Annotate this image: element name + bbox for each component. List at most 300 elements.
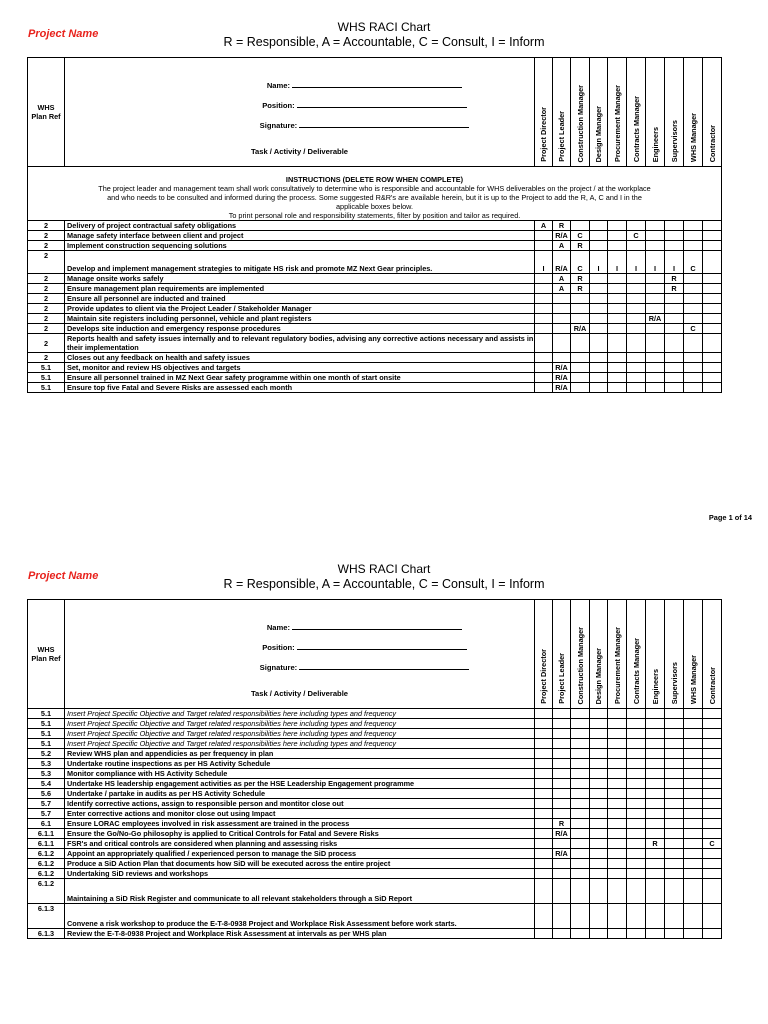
raci-code-cell[interactable]	[703, 294, 722, 304]
raci-code-cell[interactable]	[684, 304, 703, 314]
raci-code-cell[interactable]	[571, 829, 590, 839]
raci-code-cell[interactable]	[646, 809, 665, 819]
raci-code-cell[interactable]	[535, 324, 553, 334]
raci-code-cell[interactable]	[535, 353, 553, 363]
raci-code-cell[interactable]	[627, 849, 646, 859]
raci-code-cell[interactable]	[571, 789, 590, 799]
raci-code-cell[interactable]	[646, 709, 665, 719]
raci-code-cell[interactable]	[535, 809, 553, 819]
raci-code-cell[interactable]	[627, 284, 646, 294]
raci-code-cell[interactable]	[535, 829, 553, 839]
raci-code-cell[interactable]	[627, 334, 646, 353]
raci-code-cell[interactable]	[684, 859, 703, 869]
raci-code-cell[interactable]	[627, 221, 646, 231]
raci-code-cell[interactable]	[608, 819, 627, 829]
raci-code-cell[interactable]	[684, 729, 703, 739]
raci-code-cell[interactable]	[571, 799, 590, 809]
raci-code-cell[interactable]	[590, 709, 608, 719]
raci-code-cell[interactable]	[665, 383, 684, 393]
raci-code-cell[interactable]	[627, 829, 646, 839]
raci-code-cell[interactable]	[553, 879, 571, 904]
raci-code-cell[interactable]	[608, 809, 627, 819]
raci-code-cell[interactable]	[703, 251, 722, 274]
raci-code-cell[interactable]	[608, 739, 627, 749]
raci-code-cell[interactable]	[665, 709, 684, 719]
raci-code-cell[interactable]	[553, 324, 571, 334]
raci-code-cell[interactable]	[665, 373, 684, 383]
raci-code-cell[interactable]	[571, 904, 590, 929]
raci-code-cell[interactable]	[646, 334, 665, 353]
raci-code-cell[interactable]	[553, 809, 571, 819]
raci-code-cell[interactable]: R	[571, 274, 590, 284]
raci-code-cell[interactable]	[627, 324, 646, 334]
raci-code-cell[interactable]	[590, 383, 608, 393]
raci-code-cell[interactable]	[571, 839, 590, 849]
raci-code-cell[interactable]	[590, 819, 608, 829]
raci-code-cell[interactable]	[535, 929, 553, 939]
raci-code-cell[interactable]	[535, 759, 553, 769]
raci-code-cell[interactable]	[590, 904, 608, 929]
raci-code-cell[interactable]	[665, 324, 684, 334]
raci-code-cell[interactable]	[703, 929, 722, 939]
raci-code-cell[interactable]	[703, 324, 722, 334]
raci-code-cell[interactable]	[571, 869, 590, 879]
raci-code-cell[interactable]	[646, 304, 665, 314]
raci-code-cell[interactable]: C	[684, 324, 703, 334]
raci-code-cell[interactable]	[684, 904, 703, 929]
raci-code-cell[interactable]	[703, 859, 722, 869]
raci-code-cell[interactable]: R/A	[553, 363, 571, 373]
raci-code-cell[interactable]: I	[535, 251, 553, 274]
raci-code-cell[interactable]: I	[590, 251, 608, 274]
raci-code-cell[interactable]	[646, 859, 665, 869]
raci-code-cell[interactable]	[535, 373, 553, 383]
raci-code-cell[interactable]	[646, 904, 665, 929]
raci-code-cell[interactable]	[608, 363, 627, 373]
raci-code-cell[interactable]	[646, 719, 665, 729]
raci-code-cell[interactable]	[703, 904, 722, 929]
raci-code-cell[interactable]: I	[608, 251, 627, 274]
raci-code-cell[interactable]	[703, 779, 722, 789]
raci-code-cell[interactable]: R/A	[553, 829, 571, 839]
raci-code-cell[interactable]	[571, 314, 590, 324]
raci-code-cell[interactable]	[703, 241, 722, 251]
raci-code-cell[interactable]	[571, 859, 590, 869]
raci-code-cell[interactable]	[646, 231, 665, 241]
raci-code-cell[interactable]	[627, 789, 646, 799]
raci-code-cell[interactable]	[684, 849, 703, 859]
raci-code-cell[interactable]	[684, 221, 703, 231]
raci-code-cell[interactable]	[590, 241, 608, 251]
raci-code-cell[interactable]	[535, 241, 553, 251]
raci-code-cell[interactable]	[684, 779, 703, 789]
raci-code-cell[interactable]: R	[571, 241, 590, 251]
raci-code-cell[interactable]: I	[665, 251, 684, 274]
raci-code-cell[interactable]	[665, 879, 684, 904]
raci-code-cell[interactable]	[590, 739, 608, 749]
raci-code-cell[interactable]	[553, 869, 571, 879]
raci-code-cell[interactable]	[535, 799, 553, 809]
raci-code-cell[interactable]	[590, 304, 608, 314]
raci-code-cell[interactable]	[535, 304, 553, 314]
raci-code-cell[interactable]	[535, 769, 553, 779]
raci-code-cell[interactable]	[590, 789, 608, 799]
raci-code-cell[interactable]	[535, 839, 553, 849]
raci-code-cell[interactable]	[571, 373, 590, 383]
raci-code-cell[interactable]	[646, 373, 665, 383]
raci-code-cell[interactable]	[665, 314, 684, 324]
raci-code-cell[interactable]	[703, 749, 722, 759]
raci-code-cell[interactable]	[703, 869, 722, 879]
raci-code-cell[interactable]	[535, 314, 553, 324]
raci-code-cell[interactable]	[590, 294, 608, 304]
raci-code-cell[interactable]	[665, 231, 684, 241]
raci-code-cell[interactable]	[608, 729, 627, 739]
raci-code-cell[interactable]	[553, 334, 571, 353]
raci-code-cell[interactable]	[571, 929, 590, 939]
raci-code-cell[interactable]: R/A	[553, 373, 571, 383]
raci-code-cell[interactable]	[627, 839, 646, 849]
raci-code-cell[interactable]	[665, 929, 684, 939]
raci-code-cell[interactable]	[608, 849, 627, 859]
raci-code-cell[interactable]: A	[553, 274, 571, 284]
raci-code-cell[interactable]	[627, 749, 646, 759]
raci-code-cell[interactable]	[703, 334, 722, 353]
raci-code-cell[interactable]	[703, 719, 722, 729]
raci-code-cell[interactable]	[627, 779, 646, 789]
raci-code-cell[interactable]	[646, 383, 665, 393]
raci-code-cell[interactable]	[590, 221, 608, 231]
raci-code-cell[interactable]	[627, 869, 646, 879]
raci-code-cell[interactable]	[684, 709, 703, 719]
raci-code-cell[interactable]	[665, 304, 684, 314]
raci-code-cell[interactable]	[571, 719, 590, 729]
raci-code-cell[interactable]	[571, 304, 590, 314]
raci-code-cell[interactable]	[553, 719, 571, 729]
raci-code-cell[interactable]	[535, 383, 553, 393]
raci-code-cell[interactable]	[553, 314, 571, 324]
raci-code-cell[interactable]	[553, 759, 571, 769]
raci-code-cell[interactable]	[703, 304, 722, 314]
raci-code-cell[interactable]: R	[665, 284, 684, 294]
raci-code-cell[interactable]	[646, 829, 665, 839]
raci-code-cell[interactable]	[608, 709, 627, 719]
raci-code-cell[interactable]	[703, 849, 722, 859]
raci-code-cell[interactable]	[665, 839, 684, 849]
raci-code-cell[interactable]	[703, 284, 722, 294]
raci-code-cell[interactable]	[608, 294, 627, 304]
raci-code-cell[interactable]	[665, 859, 684, 869]
raci-code-cell[interactable]	[684, 749, 703, 759]
raci-code-cell[interactable]: R/A	[553, 231, 571, 241]
raci-code-cell[interactable]	[646, 241, 665, 251]
raci-code-cell[interactable]	[571, 819, 590, 829]
raci-code-cell[interactable]	[684, 829, 703, 839]
raci-code-cell[interactable]	[608, 324, 627, 334]
raci-code-cell[interactable]	[608, 241, 627, 251]
raci-code-cell[interactable]	[590, 839, 608, 849]
raci-code-cell[interactable]: R/A	[553, 251, 571, 274]
raci-code-cell[interactable]	[590, 859, 608, 869]
raci-code-cell[interactable]	[665, 904, 684, 929]
raci-code-cell[interactable]	[703, 879, 722, 904]
raci-code-cell[interactable]	[703, 769, 722, 779]
raci-code-cell[interactable]	[553, 749, 571, 759]
raci-code-cell[interactable]	[571, 849, 590, 859]
raci-code-cell[interactable]	[553, 799, 571, 809]
raci-code-cell[interactable]	[646, 779, 665, 789]
raci-code-cell[interactable]	[646, 869, 665, 879]
raci-code-cell[interactable]	[646, 729, 665, 739]
raci-code-cell[interactable]	[665, 819, 684, 829]
raci-code-cell[interactable]	[571, 221, 590, 231]
raci-code-cell[interactable]	[571, 353, 590, 363]
raci-code-cell[interactable]	[553, 904, 571, 929]
raci-code-cell[interactable]: C	[684, 251, 703, 274]
raci-code-cell[interactable]	[535, 739, 553, 749]
raci-code-cell[interactable]	[608, 769, 627, 779]
raci-code-cell[interactable]	[608, 829, 627, 839]
raci-code-cell[interactable]	[684, 789, 703, 799]
raci-code-cell[interactable]	[571, 769, 590, 779]
raci-code-cell[interactable]	[553, 729, 571, 739]
raci-code-cell[interactable]: A	[553, 284, 571, 294]
raci-code-cell[interactable]	[535, 859, 553, 869]
raci-code-cell[interactable]	[646, 849, 665, 859]
raci-code-cell[interactable]	[590, 749, 608, 759]
raci-code-cell[interactable]	[665, 739, 684, 749]
raci-code-cell[interactable]	[608, 373, 627, 383]
raci-code-cell[interactable]	[684, 363, 703, 373]
raci-code-cell[interactable]: I	[627, 251, 646, 274]
position-field[interactable]	[65, 638, 534, 658]
raci-code-cell[interactable]	[665, 829, 684, 839]
raci-code-cell[interactable]	[703, 314, 722, 324]
raci-code-cell[interactable]	[684, 383, 703, 393]
raci-code-cell[interactable]	[684, 869, 703, 879]
raci-code-cell[interactable]	[535, 869, 553, 879]
raci-code-cell[interactable]	[646, 294, 665, 304]
raci-code-cell[interactable]: R/A	[646, 314, 665, 324]
raci-code-cell[interactable]	[684, 719, 703, 729]
raci-code-cell[interactable]: C	[571, 251, 590, 274]
raci-code-cell[interactable]	[627, 769, 646, 779]
raci-code-cell[interactable]: R	[665, 274, 684, 284]
raci-code-cell[interactable]	[608, 314, 627, 324]
raci-code-cell[interactable]	[535, 779, 553, 789]
raci-code-cell[interactable]	[684, 334, 703, 353]
raci-code-cell[interactable]	[608, 799, 627, 809]
raci-code-cell[interactable]: C	[703, 839, 722, 849]
raci-code-cell[interactable]	[590, 879, 608, 904]
raci-code-cell[interactable]	[627, 241, 646, 251]
raci-code-cell[interactable]	[553, 353, 571, 363]
raci-code-cell[interactable]	[590, 334, 608, 353]
raci-code-cell[interactable]	[646, 799, 665, 809]
signature-field[interactable]	[65, 658, 534, 678]
raci-code-cell[interactable]	[665, 779, 684, 789]
raci-code-cell[interactable]: R/A	[553, 383, 571, 393]
raci-code-cell[interactable]	[535, 294, 553, 304]
raci-code-cell[interactable]	[535, 363, 553, 373]
raci-code-cell[interactable]	[571, 749, 590, 759]
raci-code-cell[interactable]	[627, 363, 646, 373]
raci-code-cell[interactable]: C	[571, 231, 590, 241]
raci-code-cell[interactable]	[684, 373, 703, 383]
raci-code-cell[interactable]	[590, 729, 608, 739]
raci-code-cell[interactable]	[684, 799, 703, 809]
raci-code-cell[interactable]	[684, 274, 703, 284]
raci-code-cell[interactable]	[608, 779, 627, 789]
raci-code-cell[interactable]	[665, 789, 684, 799]
raci-code-cell[interactable]	[627, 729, 646, 739]
raci-code-cell[interactable]	[627, 859, 646, 869]
raci-code-cell[interactable]	[684, 284, 703, 294]
raci-code-cell[interactable]	[665, 869, 684, 879]
raci-code-cell[interactable]	[703, 221, 722, 231]
raci-code-cell[interactable]	[608, 879, 627, 904]
raci-code-cell[interactable]	[703, 789, 722, 799]
raci-code-cell[interactable]	[571, 729, 590, 739]
raci-code-cell[interactable]	[608, 284, 627, 294]
raci-code-cell[interactable]	[535, 719, 553, 729]
raci-code-cell[interactable]	[553, 769, 571, 779]
raci-code-cell[interactable]	[703, 363, 722, 373]
raci-code-cell[interactable]	[535, 879, 553, 904]
raci-code-cell[interactable]	[553, 709, 571, 719]
raci-code-cell[interactable]	[684, 759, 703, 769]
raci-code-cell[interactable]	[684, 879, 703, 904]
raci-code-cell[interactable]	[571, 294, 590, 304]
raci-code-cell[interactable]	[608, 789, 627, 799]
raci-code-cell[interactable]	[590, 809, 608, 819]
raci-code-cell[interactable]	[608, 749, 627, 759]
raci-code-cell[interactable]	[646, 284, 665, 294]
raci-code-cell[interactable]	[703, 274, 722, 284]
raci-code-cell[interactable]	[646, 324, 665, 334]
raci-code-cell[interactable]	[608, 904, 627, 929]
raci-code-cell[interactable]	[590, 719, 608, 729]
raci-code-cell[interactable]	[703, 353, 722, 363]
raci-code-cell[interactable]	[627, 719, 646, 729]
raci-code-cell[interactable]	[703, 759, 722, 769]
raci-code-cell[interactable]	[703, 709, 722, 719]
raci-code-cell[interactable]	[665, 759, 684, 769]
raci-code-cell[interactable]	[535, 849, 553, 859]
raci-code-cell[interactable]	[665, 221, 684, 231]
raci-code-cell[interactable]	[646, 363, 665, 373]
raci-code-cell[interactable]	[684, 769, 703, 779]
raci-code-cell[interactable]	[535, 231, 553, 241]
raci-code-cell[interactable]	[703, 231, 722, 241]
raci-code-cell[interactable]	[553, 839, 571, 849]
raci-code-cell[interactable]	[608, 304, 627, 314]
raci-code-cell[interactable]	[571, 879, 590, 904]
raci-code-cell[interactable]	[703, 729, 722, 739]
raci-code-cell[interactable]	[535, 334, 553, 353]
raci-code-cell[interactable]	[571, 709, 590, 719]
raci-code-cell[interactable]	[646, 819, 665, 829]
raci-code-cell[interactable]	[553, 859, 571, 869]
raci-code-cell[interactable]	[627, 879, 646, 904]
raci-code-cell[interactable]: R	[646, 839, 665, 849]
raci-code-cell[interactable]	[665, 353, 684, 363]
raci-code-cell[interactable]	[646, 353, 665, 363]
raci-code-cell[interactable]	[665, 719, 684, 729]
raci-code-cell[interactable]	[684, 241, 703, 251]
raci-code-cell[interactable]: A	[535, 221, 553, 231]
raci-code-cell[interactable]	[665, 294, 684, 304]
raci-code-cell[interactable]	[535, 789, 553, 799]
raci-code-cell[interactable]: R/A	[553, 849, 571, 859]
raci-code-cell[interactable]: A	[553, 241, 571, 251]
raci-code-cell[interactable]: I	[646, 251, 665, 274]
raci-code-cell[interactable]	[627, 799, 646, 809]
raci-code-cell[interactable]	[608, 719, 627, 729]
raci-code-cell[interactable]	[627, 274, 646, 284]
raci-code-cell[interactable]	[627, 759, 646, 769]
raci-code-cell[interactable]	[535, 274, 553, 284]
raci-code-cell[interactable]	[627, 373, 646, 383]
raci-code-cell[interactable]	[684, 929, 703, 939]
raci-code-cell[interactable]	[535, 749, 553, 759]
raci-code-cell[interactable]	[646, 739, 665, 749]
raci-code-cell[interactable]	[535, 284, 553, 294]
raci-code-cell[interactable]	[684, 809, 703, 819]
raci-code-cell[interactable]	[608, 353, 627, 363]
raci-code-cell[interactable]	[703, 739, 722, 749]
raci-code-cell[interactable]	[646, 769, 665, 779]
signature-field[interactable]	[65, 116, 534, 136]
raci-code-cell[interactable]: R	[553, 221, 571, 231]
raci-code-cell[interactable]	[684, 739, 703, 749]
raci-code-cell[interactable]	[703, 799, 722, 809]
raci-code-cell[interactable]	[553, 789, 571, 799]
raci-code-cell[interactable]	[627, 383, 646, 393]
raci-code-cell[interactable]: C	[627, 231, 646, 241]
raci-code-cell[interactable]	[608, 839, 627, 849]
raci-code-cell[interactable]	[535, 729, 553, 739]
raci-code-cell[interactable]	[684, 353, 703, 363]
name-field[interactable]	[65, 76, 534, 96]
name-field[interactable]	[65, 618, 534, 638]
raci-code-cell[interactable]	[646, 274, 665, 284]
raci-code-cell[interactable]	[590, 869, 608, 879]
raci-code-cell[interactable]	[684, 839, 703, 849]
raci-code-cell[interactable]	[553, 739, 571, 749]
raci-code-cell[interactable]	[571, 334, 590, 353]
raci-code-cell[interactable]	[703, 809, 722, 819]
raci-code-cell[interactable]	[590, 769, 608, 779]
raci-code-cell[interactable]	[627, 353, 646, 363]
raci-code-cell[interactable]	[703, 373, 722, 383]
raci-code-cell[interactable]	[627, 809, 646, 819]
raci-code-cell[interactable]	[553, 304, 571, 314]
raci-code-cell[interactable]	[590, 284, 608, 294]
raci-code-cell[interactable]	[608, 221, 627, 231]
raci-code-cell[interactable]	[703, 819, 722, 829]
raci-code-cell[interactable]	[590, 314, 608, 324]
raci-code-cell[interactable]	[553, 929, 571, 939]
raci-code-cell[interactable]	[646, 759, 665, 769]
raci-code-cell[interactable]	[665, 749, 684, 759]
raci-code-cell[interactable]	[590, 759, 608, 769]
raci-code-cell[interactable]	[608, 869, 627, 879]
raci-code-cell[interactable]	[627, 709, 646, 719]
raci-code-cell[interactable]	[684, 231, 703, 241]
raci-code-cell[interactable]	[646, 221, 665, 231]
raci-code-cell[interactable]	[665, 769, 684, 779]
